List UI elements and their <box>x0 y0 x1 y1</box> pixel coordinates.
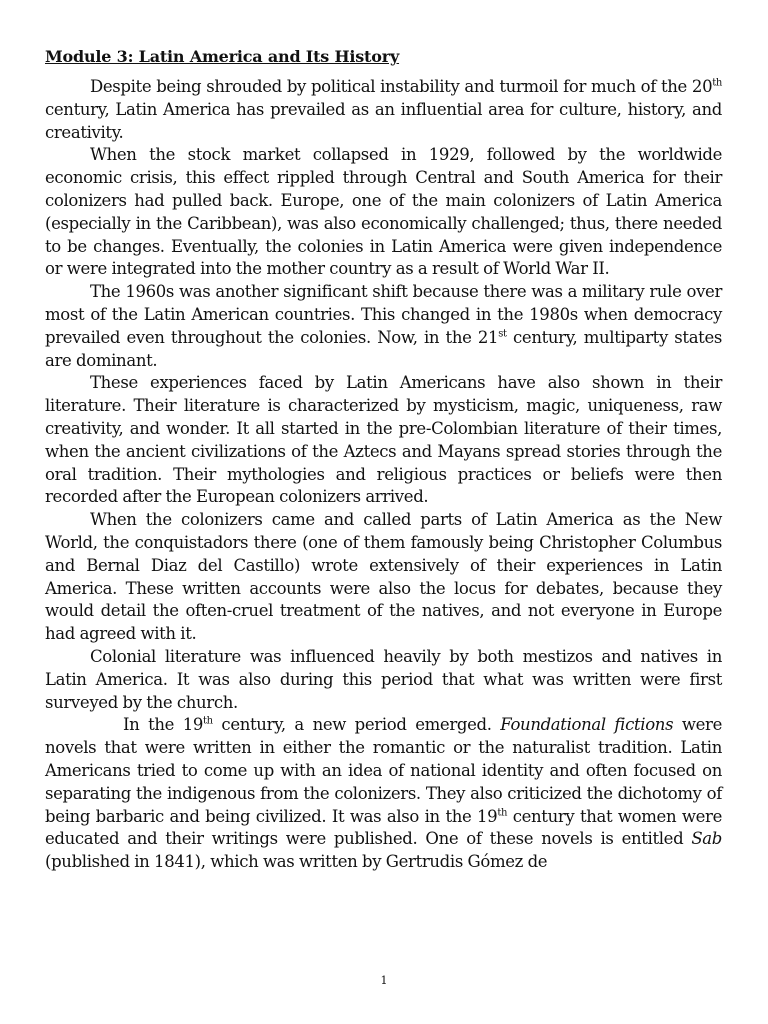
paragraph-5: When the colonizers came and called parts of Latin America as the New World, the conquistadors there (one of them famously being Christopher Columbus and Bernal Diaz del Castillo) wrote extensively of their experiences in Latin America. These written accounts were also the locus for debates, because they would detail the often-cruel treatment of the natives, and not everyone in Europe had agreed with it. <box>45 510 722 644</box>
module-title: Module 3: Latin America and Its History <box>45 47 400 66</box>
paragraph-6: Colonial literature was influenced heavily by both mestizos and natives in Latin America. It was also during this period that what was written were first surveyed by the church. <box>45 646 722 712</box>
document-page <box>45 46 722 874</box>
paragraph-4: These experiences faced by Latin Americans have also shown in their literature. Their literature is characterized by mysticism, magic, uniqueness, raw creativity, and wonder. It all started in the pre-Colombian literature of their times, when the ancient civilizations of the Aztecs and Mayans spread stories through the oral tradition. Their mythologies and religious practices or beliefs were then recorded after the European colonizers arrived. <box>45 373 722 507</box>
paragraph-7: In the 19th century, a new period emerged. Foundational fictions were novels that were written in either the romantic or the naturalist tradition. Latin Americans tried to come up with an idea of national identity and often focused on separating the indigenous from the colonizers. They also criticized the dichotomy of being barbaric and being civilized. It was also in the 19th century that women were educated and their writings were published. One of these novels is entitled Sab (published in 1841), which was written by Gertrudis Gómez de <box>45 715 722 872</box>
paragraph-1: Despite being shrouded by political instability and turmoil for much of the 20th century, Latin America has prevailed as an influential area for culture, history, and creativity. <box>45 77 722 142</box>
page-number: 1 <box>380 974 388 987</box>
paragraph-2: When the stock market collapsed in 1929, followed by the worldwide economic crisis, this effect rippled through Central and South America for their colonizers had pulled back. Europe, one of the main colonizers of Latin America (especially in the Caribbean), was also economically challenged; thus, there needed to be changes. Eventually, the colonies in Latin America were given independence or were integrated into the mother country as a result of World War II. <box>45 145 722 279</box>
paragraph-3: The 1960s was another significant shift because there was a military rule over most of the Latin American countries. This changed in the 1980s when democracy prevailed even throughout the colonies. Now, in the 21st century, multiparty states are dominant. <box>45 282 722 370</box>
